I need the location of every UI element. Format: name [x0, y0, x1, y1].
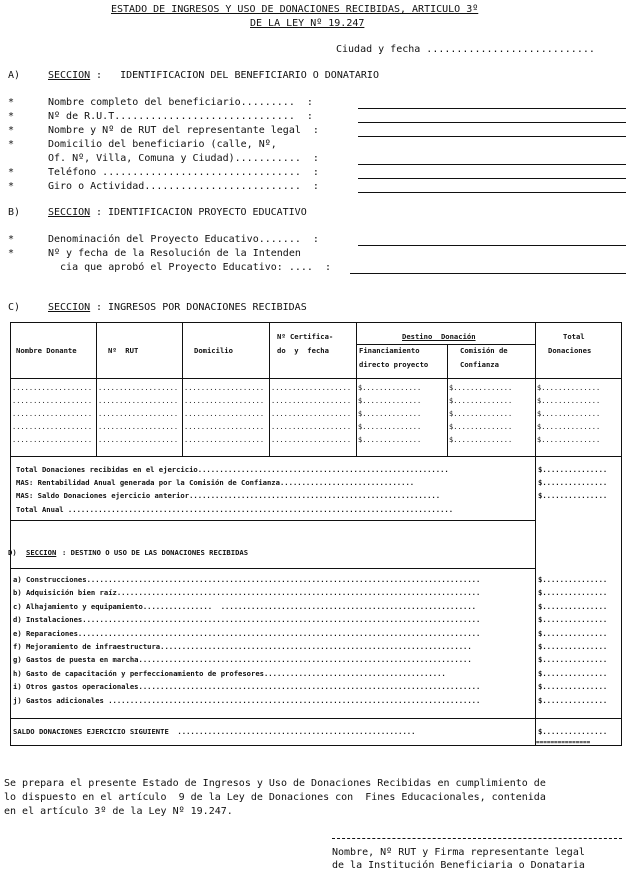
field-label: Teléfono ................................. : [48, 167, 319, 178]
col-com-header-2: Confianza [460, 360, 499, 369]
amount-cell[interactable]: $.............. [358, 410, 422, 418]
field-bullet: * [8, 125, 15, 136]
section-d-letter: D) [8, 548, 17, 557]
amount-cell[interactable]: $.............. [449, 410, 513, 418]
col-com-header-1: Comisión de [460, 346, 508, 355]
table-cell[interactable]: ................... [271, 423, 352, 431]
signature-caption-1: Nombre, Nº RUT y Firma representante legal [332, 847, 585, 858]
section-a-title: : IDENTIFICACION DEL BENEFICIARIO O DONATARIO [96, 70, 379, 81]
amount-cell[interactable]: $.............. [537, 410, 601, 418]
field-input-line[interactable] [358, 178, 626, 179]
use-item-value[interactable]: $............... [538, 588, 608, 598]
table-cell[interactable]: ................... [184, 384, 265, 392]
use-item-label: c) Alhajamiento y equipamiento................ ........................................................... [13, 601, 477, 611]
table-cell[interactable]: ................... [184, 410, 265, 418]
use-item-label: e) Reparaciones............................................................................................. [13, 628, 481, 638]
section-a-label: SECCION [48, 70, 91, 81]
field-bullet: * [8, 167, 15, 178]
section-c-label: SECCION [48, 302, 91, 313]
field-bullet: * [8, 181, 15, 192]
section-a-letter: A) [8, 70, 21, 81]
amount-cell[interactable]: $.............. [537, 423, 601, 431]
amount-cell[interactable]: $.............. [537, 397, 601, 405]
table-cell[interactable]: ................... [98, 397, 179, 405]
field-label: Giro o Actividad.......................... : [48, 181, 319, 192]
section-d-title: : DESTINO O USO DE LAS DONACIONES RECIBIDAS [62, 548, 249, 557]
table-cell[interactable]: ................... [12, 436, 93, 444]
field-bullet: * [8, 234, 15, 245]
table-cell[interactable]: ................... [12, 384, 93, 392]
table-cell[interactable]: ................... [98, 423, 179, 431]
col-fin-header-2: directo proyecto [359, 360, 429, 369]
section-d-top [10, 568, 535, 569]
field-bullet: * [8, 139, 15, 150]
field-bullet: * [8, 97, 15, 108]
field-input-line[interactable] [358, 122, 626, 123]
field-label: Domicilio del beneficiario (calle, Nº, [48, 139, 277, 150]
col-total-header-2: Donaciones [548, 346, 592, 355]
table-cell[interactable]: ................... [98, 410, 179, 418]
col-divider [356, 322, 357, 456]
field-label: Denominación del Proyecto Educativo....... : [48, 234, 319, 245]
field-bullet: * [8, 111, 15, 122]
amount-cell[interactable]: $.............. [449, 436, 513, 444]
use-item-value[interactable]: $............... [538, 615, 608, 625]
saldo-label: SALDO DONACIONES EJERCICIO SIGUIENTE ....................................................... [13, 727, 416, 736]
section-b-title: : IDENTIFICACION PROYECTO EDUCATIVO [96, 207, 307, 218]
rows-bottom [10, 456, 622, 457]
use-item-value[interactable]: $............... [538, 628, 608, 638]
totals-row-value[interactable]: $............... [538, 478, 608, 487]
table-cell[interactable]: ................... [271, 397, 352, 405]
footer-paragraph-1: Se prepara el presente Estado de Ingresos y Uso de Donaciones Recibidas en cumplimiento de [4, 778, 546, 789]
use-item-value[interactable]: $............... [538, 655, 608, 665]
field-label: Nombre completo del beneficiario......... : [48, 97, 313, 108]
footer-paragraph-2: lo dispuesto en el artículo 9 de la Ley de Donaciones con Fines Educacionales, contenida [4, 792, 546, 803]
field-input-line[interactable] [350, 273, 626, 274]
field-label: Nº de R.U.T.............................. : [48, 111, 313, 122]
use-item-value[interactable]: $............... [538, 668, 608, 678]
col-cert-header-1: Nº Certifica- [277, 332, 334, 341]
field-label: Of. Nº, Villa, Comuna y Ciudad)........... : [48, 153, 319, 164]
col-fin-header-1: Financiamiento [359, 346, 420, 355]
field-input-line[interactable] [358, 245, 626, 246]
field-label: cia que aprobó el Proyecto Educativo: .... : [48, 262, 331, 273]
saldo-equals: =============== [536, 739, 591, 746]
col-divider [96, 322, 97, 456]
col-destino-header: Destino Donación [402, 332, 476, 341]
use-item-label: b) Adquisición bien raíz.................................................................................... [13, 588, 481, 598]
field-label: Nº y fecha de la Resolución de la Intenden [48, 248, 301, 259]
header-divider [10, 378, 622, 379]
table-cell[interactable]: ................... [12, 410, 93, 418]
amount-cell[interactable]: $.............. [537, 384, 601, 392]
field-input-line[interactable] [358, 136, 626, 137]
col-divider [447, 344, 448, 456]
use-item-label: d) Instalaciones............................................................................................ [13, 615, 481, 625]
section-d-label: SECCION [26, 548, 57, 557]
use-item-label: f) Mejoramiento de infraestructura........................................................................ [13, 642, 472, 651]
col-divider [269, 322, 270, 456]
table-cell[interactable]: ................... [12, 397, 93, 405]
totals-row-label: MAS: Rentabilidad Anual generada por la Comisión de Confianza............................... [16, 478, 415, 487]
saldo-value[interactable]: $............... [538, 727, 608, 736]
totals-row-label: MAS: Saldo Donaciones ejercicio anterior.......................................................... [16, 491, 441, 500]
section-b-letter: B) [8, 207, 21, 218]
place-date-field[interactable]: Ciudad y fecha ............................ [336, 44, 595, 55]
use-item-label: a) Construcciones........................................................................................... [13, 575, 481, 584]
destino-divider [356, 344, 535, 345]
signature-caption-2: de la Institución Beneficiaria o Donataria [332, 860, 585, 871]
col-divider [535, 322, 536, 746]
col-domicilio-header: Domicilio [194, 346, 233, 355]
use-item-label: h) Gasto de capacitación y perfeccionamiento de profesores.......................................... [13, 668, 446, 678]
use-item-value[interactable]: $............... [538, 682, 608, 692]
table-cell[interactable]: ................... [271, 436, 352, 444]
table-cell[interactable]: ................... [12, 423, 93, 431]
section-b-label: SECCION [48, 207, 91, 218]
amount-cell[interactable]: $.............. [449, 384, 513, 392]
use-item-label: j) Gastos adicionales ...................................................................................... [13, 695, 481, 705]
use-item-value[interactable]: $............... [538, 601, 608, 611]
field-input-line[interactable] [358, 164, 626, 165]
col-cert-header-2: do y fecha [277, 346, 329, 355]
use-item-label: g) Gastos de puesta en marcha............................................................................. [13, 655, 472, 665]
totals-row-label: Total Anual ......................................................................................... [16, 505, 454, 514]
amount-cell[interactable]: $.............. [449, 397, 513, 405]
table-cell[interactable]: ................... [98, 384, 179, 392]
totals-row-value[interactable]: $............... [538, 491, 608, 500]
footer-paragraph-3: en el artículo 3º de la Ley Nº 19.247. [4, 806, 233, 817]
amount-cell[interactable]: $.............. [449, 423, 513, 431]
col-nombre-header: Nombre Donante [16, 346, 77, 355]
field-bullet: * [8, 248, 15, 259]
field-input-line[interactable] [358, 192, 626, 193]
table-cell[interactable]: ................... [271, 410, 352, 418]
use-item-value[interactable]: $............... [538, 695, 608, 705]
document-title: ESTADO DE INGRESOS Y USO DE DONACIONES RECIBIDAS, ARTICULO 3º [111, 4, 479, 15]
col-total-header-1: Total [563, 332, 585, 341]
use-item-value[interactable]: $............... [538, 575, 608, 584]
field-label: Nombre y Nº de RUT del representante legal : [48, 125, 319, 136]
amount-cell[interactable]: $.............. [358, 397, 422, 405]
table-cell[interactable]: ................... [184, 397, 265, 405]
amount-cell[interactable]: $.............. [537, 436, 601, 444]
table-cell[interactable]: ................... [184, 436, 265, 444]
uses-bottom [10, 718, 622, 719]
amount-cell[interactable]: $.............. [358, 423, 422, 431]
table-cell[interactable]: ................... [271, 384, 352, 392]
amount-cell[interactable]: $.............. [358, 436, 422, 444]
table-cell[interactable]: ................... [184, 423, 265, 431]
col-divider [182, 322, 183, 456]
use-item-label: i) Otros gastos operacionales............................................................................... [13, 682, 481, 692]
section-c-letter: C) [8, 302, 21, 313]
col-rut-header: Nº RUT [108, 346, 139, 355]
signature-line[interactable] [332, 838, 622, 839]
table-cell[interactable]: ................... [98, 436, 179, 444]
totals-bottom [10, 520, 535, 521]
totals-row-value[interactable]: $............... [538, 465, 608, 474]
field-input-line[interactable] [358, 108, 626, 109]
document-subtitle: DE LA LEY Nº 19.247 [250, 18, 365, 29]
use-item-value[interactable]: $............... [538, 642, 608, 651]
totals-row-label: Total Donaciones recibidas en el ejercicio.......................................................... [16, 465, 449, 474]
section-c-title: : INGRESOS POR DONACIONES RECIBIDAS [96, 302, 307, 313]
amount-cell[interactable]: $.............. [358, 384, 422, 392]
